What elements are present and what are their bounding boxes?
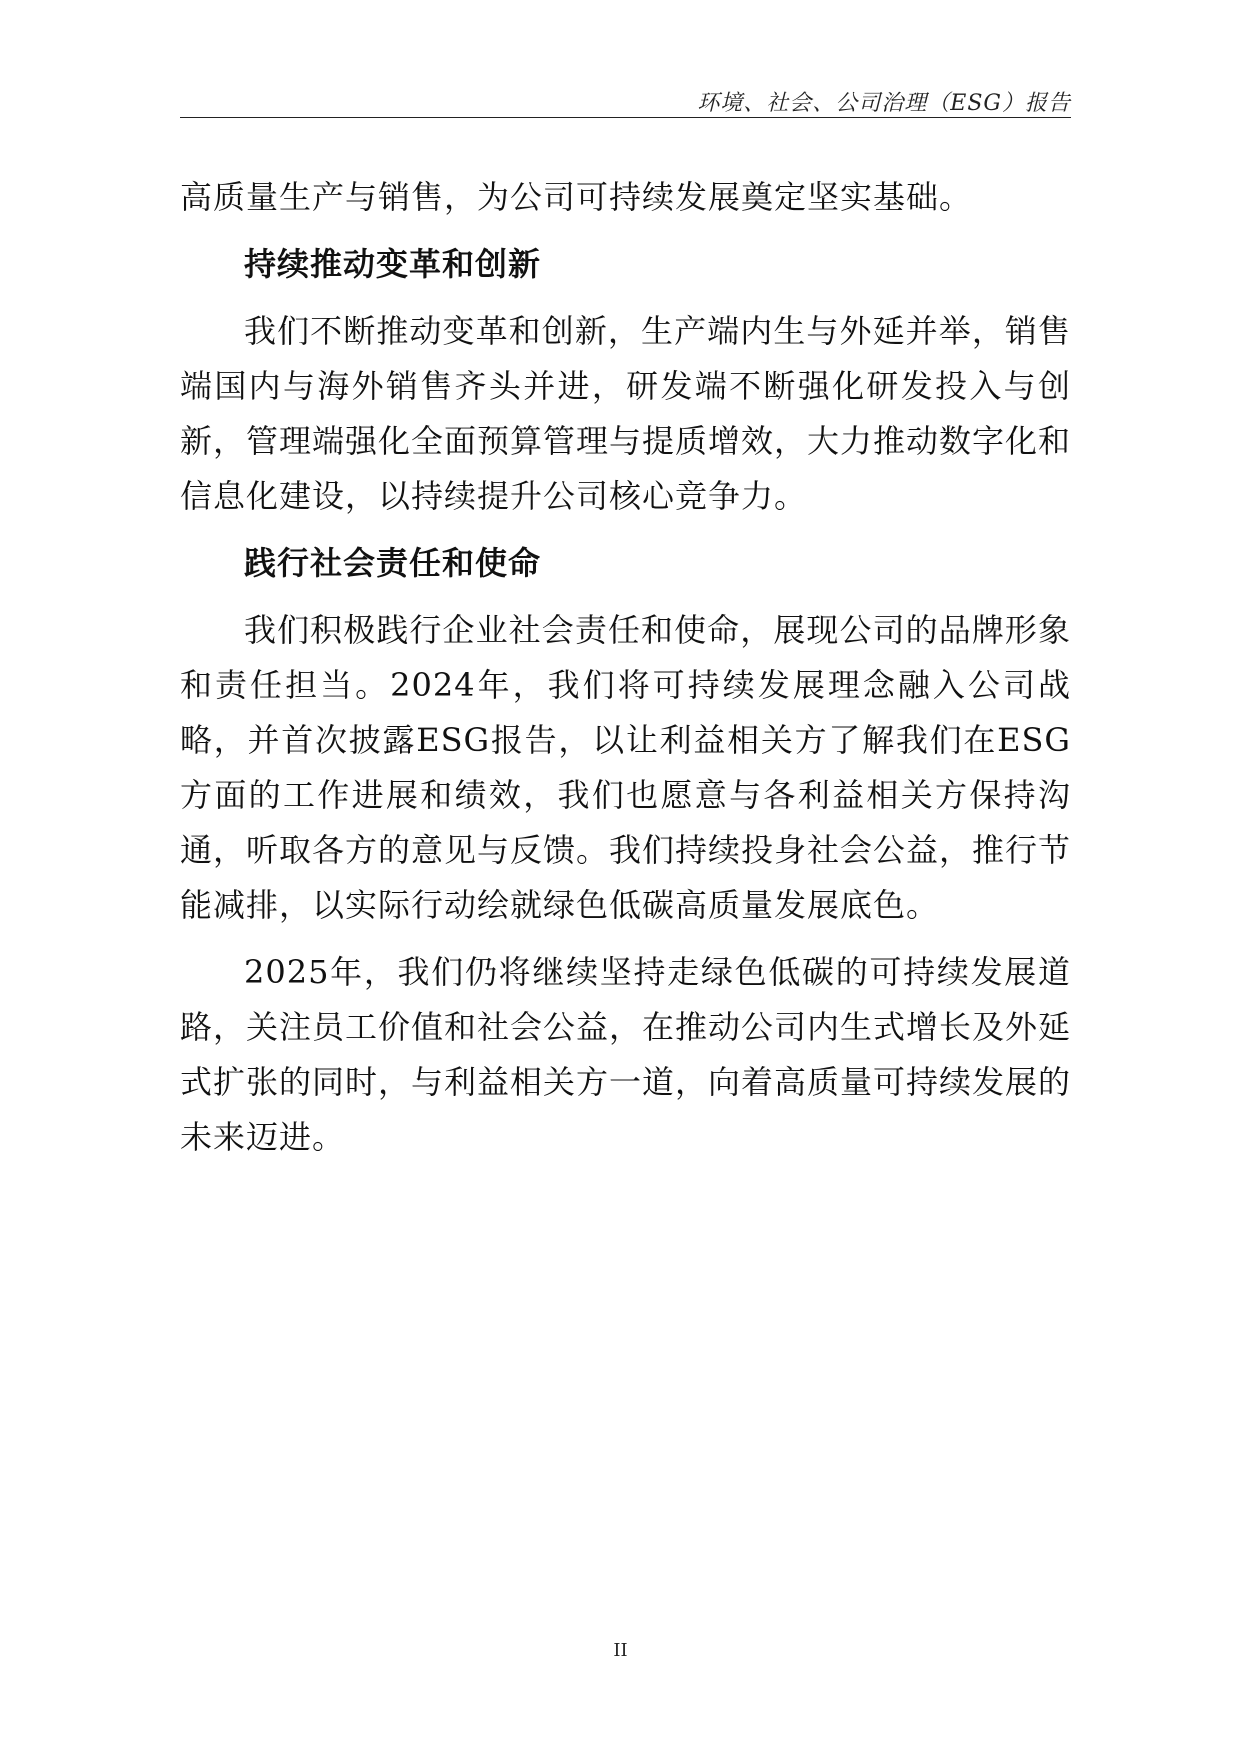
page-body xyxy=(180,170,1071,1177)
closing-paragraph: 2025年，我们仍将继续坚持走绿色低碳的可持续发展道路，关注员工价值和社会公益，在推动公司内生式增长及外延式扩张的同时，与利益相关方一道，向着高质量可持续发展的未来迈进。 xyxy=(180,953,1072,1156)
report-header-title: 环境、社会、公司治理（ESG）报告 xyxy=(697,91,1071,116)
section-heading-innovation: 持续推动变革和创新 xyxy=(244,245,542,283)
continuation-paragraph: 高质量生产与销售，为公司可持续发展奠定坚实基础。 xyxy=(180,178,973,216)
page-number: II xyxy=(613,1640,628,1661)
responsibility-paragraph: 我们积极践行企业社会责任和使命，展现公司的品牌形象和责任担当。2024年，我们将可持续发展理念融入公司战略，并首次披露ESG报告，以让利益相关方了解我们在ESG方面的工作进展和绩效，我们也愿意与各利益相关方保持沟通，听取各方的意见与反馈。我们持续投身社会公益，推行节能减排，以实际行动绘就绿色低碳高质量发展底色。 xyxy=(180,611,1072,924)
section-heading-responsibility: 践行社会责任和使命 xyxy=(244,544,542,582)
header-divider xyxy=(180,117,1071,118)
innovation-paragraph: 我们不断推动变革和创新，生产端内生与外延并举，销售端国内与海外销售齐头并进，研发端不断强化研发投入与创新，管理端强化全面预算管理与提质增效，大力推动数字化和信息化建设，以持续提升公司核心竞争力。 xyxy=(180,312,1072,515)
